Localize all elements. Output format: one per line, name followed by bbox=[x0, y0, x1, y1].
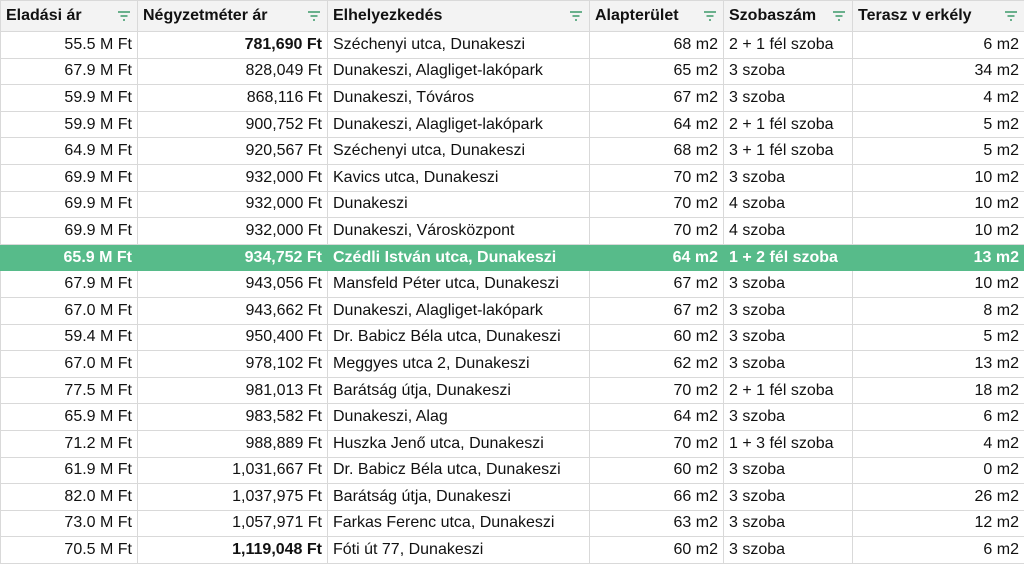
cell-area[interactable]: 64 m2 bbox=[590, 404, 724, 431]
cell-terrace[interactable]: 34 m2 bbox=[853, 58, 1024, 85]
cell-location[interactable]: Dr. Babicz Béla utca, Dunakeszi bbox=[328, 324, 590, 351]
cell-sqm-price[interactable]: 950,400 Ft bbox=[138, 324, 328, 351]
cell-price[interactable]: 59.9 M Ft bbox=[1, 111, 138, 138]
table-row[interactable] bbox=[1, 510, 1024, 537]
cell-sqm-price[interactable]: 983,582 Ft bbox=[138, 404, 328, 431]
cell-terrace[interactable]: 6 m2 bbox=[853, 404, 1024, 431]
cell-rooms[interactable]: 3 szoba bbox=[724, 457, 853, 484]
cell-sqm-price[interactable]: 920,567 Ft bbox=[138, 138, 328, 165]
cell-price[interactable]: 59.4 M Ft bbox=[1, 324, 138, 351]
cell-location[interactable]: Dunakeszi, Városközpont bbox=[328, 218, 590, 245]
cell-terrace[interactable]: 10 m2 bbox=[853, 218, 1024, 245]
table-row[interactable] bbox=[1, 271, 1024, 298]
cell-rooms[interactable]: 2 + 1 fél szoba bbox=[724, 111, 853, 138]
cell-location[interactable]: Farkas Ferenc utca, Dunakeszi bbox=[328, 510, 590, 537]
cell-rooms[interactable]: 3 szoba bbox=[724, 85, 853, 112]
cell-area[interactable]: 64 m2 bbox=[590, 244, 724, 271]
cell-location[interactable]: Mansfeld Péter utca, Dunakeszi bbox=[328, 271, 590, 298]
cell-price[interactable]: 77.5 M Ft bbox=[1, 377, 138, 404]
filter-icon[interactable] bbox=[117, 10, 131, 22]
filter-icon[interactable] bbox=[1004, 10, 1018, 22]
cell-rooms[interactable]: 3 szoba bbox=[724, 324, 853, 351]
cell-price[interactable]: 59.9 M Ft bbox=[1, 85, 138, 112]
cell-sqm-price[interactable]: 988,889 Ft bbox=[138, 430, 328, 457]
cell-rooms[interactable]: 2 + 1 fél szoba bbox=[724, 32, 853, 59]
cell-rooms[interactable]: 3 szoba bbox=[724, 510, 853, 537]
header-location-label: Elhelyezkedés bbox=[333, 7, 443, 24]
table-row[interactable] bbox=[1, 430, 1024, 457]
cell-sqm-price[interactable]: 1,057,971 Ft bbox=[138, 510, 328, 537]
header-terrace-label: Terasz v erkély bbox=[858, 7, 972, 24]
table-row[interactable] bbox=[1, 138, 1024, 165]
table-row[interactable] bbox=[1, 164, 1024, 191]
cell-sqm-price[interactable]: 932,000 Ft bbox=[138, 218, 328, 245]
cell-area[interactable]: 60 m2 bbox=[590, 457, 724, 484]
cell-terrace[interactable]: 13 m2 bbox=[853, 351, 1024, 378]
cell-price[interactable]: 61.9 M Ft bbox=[1, 457, 138, 484]
cell-price[interactable]: 65.9 M Ft bbox=[1, 244, 138, 271]
cell-area[interactable]: 67 m2 bbox=[590, 271, 724, 298]
cell-terrace[interactable]: 5 m2 bbox=[853, 138, 1024, 165]
cell-terrace[interactable]: 10 m2 bbox=[853, 191, 1024, 218]
cell-area[interactable]: 60 m2 bbox=[590, 324, 724, 351]
cell-location[interactable]: Dr. Babicz Béla utca, Dunakeszi bbox=[328, 457, 590, 484]
cell-area[interactable]: 70 m2 bbox=[590, 430, 724, 457]
cell-price[interactable]: 65.9 M Ft bbox=[1, 404, 138, 431]
table-row[interactable] bbox=[1, 537, 1024, 564]
cell-sqm-price[interactable]: 828,049 Ft bbox=[138, 58, 328, 85]
table-row[interactable] bbox=[1, 111, 1024, 138]
header-area[interactable] bbox=[590, 1, 724, 32]
cell-sqm-price[interactable]: 1,119,048 Ft bbox=[138, 537, 328, 564]
table-row[interactable] bbox=[1, 58, 1024, 85]
filter-icon[interactable] bbox=[569, 10, 583, 22]
cell-price[interactable]: 67.9 M Ft bbox=[1, 271, 138, 298]
cell-sqm-price[interactable]: 981,013 Ft bbox=[138, 377, 328, 404]
cell-terrace[interactable]: 8 m2 bbox=[853, 297, 1024, 324]
header-location[interactable] bbox=[328, 1, 590, 32]
header-price-label: Eladási ár bbox=[6, 7, 82, 24]
cell-location[interactable]: Huszka Jenő utca, Dunakeszi bbox=[328, 430, 590, 457]
cell-sqm-price[interactable]: 943,662 Ft bbox=[138, 297, 328, 324]
table-row[interactable] bbox=[1, 457, 1024, 484]
cell-location[interactable]: Széchenyi utca, Dunakeszi bbox=[328, 32, 590, 59]
cell-location[interactable]: Meggyes utca 2, Dunakeszi bbox=[328, 351, 590, 378]
header-sqm-price-label: Négyzetméter ár bbox=[143, 7, 268, 24]
cell-location[interactable]: Dunakeszi, Alagliget-lakópark bbox=[328, 297, 590, 324]
cell-price[interactable]: 67.9 M Ft bbox=[1, 58, 138, 85]
cell-location[interactable]: Fóti út 77, Dunakeszi bbox=[328, 537, 590, 564]
cell-rooms[interactable]: 3 szoba bbox=[724, 58, 853, 85]
filter-icon[interactable] bbox=[832, 10, 846, 22]
table-row[interactable] bbox=[1, 324, 1024, 351]
cell-location[interactable]: Dunakeszi, Tóváros bbox=[328, 85, 590, 112]
cell-terrace[interactable]: 18 m2 bbox=[853, 377, 1024, 404]
cell-rooms[interactable]: 4 szoba bbox=[724, 191, 853, 218]
table-row[interactable] bbox=[1, 218, 1024, 245]
cell-terrace[interactable]: 6 m2 bbox=[853, 537, 1024, 564]
cell-sqm-price[interactable]: 1,037,975 Ft bbox=[138, 484, 328, 511]
header-rooms[interactable] bbox=[724, 1, 853, 32]
cell-area[interactable]: 63 m2 bbox=[590, 510, 724, 537]
cell-area[interactable]: 60 m2 bbox=[590, 537, 724, 564]
cell-area[interactable]: 70 m2 bbox=[590, 377, 724, 404]
cell-price[interactable]: 67.0 M Ft bbox=[1, 351, 138, 378]
cell-price[interactable]: 55.5 M Ft bbox=[1, 32, 138, 59]
cell-location[interactable]: Dunakeszi, Alagliget-lakópark bbox=[328, 58, 590, 85]
cell-area[interactable]: 68 m2 bbox=[590, 138, 724, 165]
cell-area[interactable]: 70 m2 bbox=[590, 218, 724, 245]
cell-rooms[interactable]: 3 szoba bbox=[724, 164, 853, 191]
table-row[interactable] bbox=[1, 351, 1024, 378]
cell-sqm-price[interactable]: 781,690 Ft bbox=[138, 32, 328, 59]
cell-sqm-price[interactable]: 978,102 Ft bbox=[138, 351, 328, 378]
cell-price[interactable]: 69.9 M Ft bbox=[1, 164, 138, 191]
cell-terrace[interactable]: 13 m2 bbox=[853, 244, 1024, 271]
cell-rooms[interactable]: 3 szoba bbox=[724, 271, 853, 298]
cell-area[interactable]: 62 m2 bbox=[590, 351, 724, 378]
cell-rooms[interactable]: 3 szoba bbox=[724, 404, 853, 431]
cell-location[interactable]: Dunakeszi, Alag bbox=[328, 404, 590, 431]
cell-terrace[interactable]: 6 m2 bbox=[853, 32, 1024, 59]
cell-rooms[interactable]: 1 + 3 fél szoba bbox=[724, 430, 853, 457]
cell-rooms[interactable]: 3 + 1 fél szoba bbox=[724, 138, 853, 165]
cell-rooms[interactable]: 3 szoba bbox=[724, 351, 853, 378]
cell-rooms[interactable]: 3 szoba bbox=[724, 297, 853, 324]
cell-price[interactable]: 71.2 M Ft bbox=[1, 430, 138, 457]
cell-location[interactable]: Dunakeszi bbox=[328, 191, 590, 218]
table-row[interactable] bbox=[1, 191, 1024, 218]
cell-sqm-price[interactable]: 934,752 Ft bbox=[138, 244, 328, 271]
table-row[interactable] bbox=[1, 484, 1024, 511]
cell-price[interactable]: 73.0 M Ft bbox=[1, 510, 138, 537]
cell-rooms[interactable]: 1 + 2 fél szoba bbox=[724, 244, 853, 271]
table-row[interactable] bbox=[1, 377, 1024, 404]
header-price[interactable] bbox=[1, 1, 138, 32]
cell-rooms[interactable]: 4 szoba bbox=[724, 218, 853, 245]
cell-price[interactable]: 67.0 M Ft bbox=[1, 297, 138, 324]
cell-terrace[interactable]: 0 m2 bbox=[853, 457, 1024, 484]
cell-price[interactable]: 82.0 M Ft bbox=[1, 484, 138, 511]
cell-terrace[interactable]: 10 m2 bbox=[853, 271, 1024, 298]
cell-area[interactable]: 64 m2 bbox=[590, 111, 724, 138]
cell-area[interactable]: 70 m2 bbox=[590, 164, 724, 191]
table-row[interactable] bbox=[1, 244, 1024, 271]
cell-location[interactable]: Barátság útja, Dunakeszi bbox=[328, 377, 590, 404]
filter-icon[interactable] bbox=[703, 10, 717, 22]
cell-terrace[interactable]: 4 m2 bbox=[853, 85, 1024, 112]
header-area-label: Alapterület bbox=[595, 7, 679, 24]
cell-area[interactable]: 68 m2 bbox=[590, 32, 724, 59]
cell-terrace[interactable]: 5 m2 bbox=[853, 324, 1024, 351]
header-rooms-label: Szobaszám bbox=[729, 7, 817, 24]
cell-terrace[interactable]: 12 m2 bbox=[853, 510, 1024, 537]
cell-sqm-price[interactable]: 900,752 Ft bbox=[138, 111, 328, 138]
cell-location[interactable]: Kavics utca, Dunakeszi bbox=[328, 164, 590, 191]
cell-rooms[interactable]: 3 szoba bbox=[724, 484, 853, 511]
cell-terrace[interactable]: 5 m2 bbox=[853, 111, 1024, 138]
cell-area[interactable]: 70 m2 bbox=[590, 191, 724, 218]
cell-location[interactable]: Széchenyi utca, Dunakeszi bbox=[328, 138, 590, 165]
cell-price[interactable]: 64.9 M Ft bbox=[1, 138, 138, 165]
cell-sqm-price[interactable]: 1,031,667 Ft bbox=[138, 457, 328, 484]
cell-terrace[interactable]: 26 m2 bbox=[853, 484, 1024, 511]
cell-area[interactable]: 67 m2 bbox=[590, 85, 724, 112]
header-row bbox=[1, 1, 1024, 32]
table-row[interactable] bbox=[1, 85, 1024, 112]
cell-area[interactable]: 67 m2 bbox=[590, 297, 724, 324]
cell-terrace[interactable]: 4 m2 bbox=[853, 430, 1024, 457]
header-sqm-price[interactable] bbox=[138, 1, 328, 32]
table-row[interactable] bbox=[1, 297, 1024, 324]
cell-price[interactable]: 69.9 M Ft bbox=[1, 191, 138, 218]
header-terrace[interactable] bbox=[853, 1, 1024, 32]
cell-sqm-price[interactable]: 932,000 Ft bbox=[138, 164, 328, 191]
cell-terrace[interactable]: 10 m2 bbox=[853, 164, 1024, 191]
cell-sqm-price[interactable]: 868,116 Ft bbox=[138, 85, 328, 112]
cell-location[interactable]: Czédli István utca, Dunakeszi bbox=[328, 244, 590, 271]
cell-price[interactable]: 69.9 M Ft bbox=[1, 218, 138, 245]
table-row[interactable] bbox=[1, 32, 1024, 59]
cell-location[interactable]: Dunakeszi, Alagliget-lakópark bbox=[328, 111, 590, 138]
cell-sqm-price[interactable]: 943,056 Ft bbox=[138, 271, 328, 298]
cell-rooms[interactable]: 3 szoba bbox=[724, 537, 853, 564]
filter-icon[interactable] bbox=[307, 10, 321, 22]
table-row[interactable] bbox=[1, 404, 1024, 431]
cell-price[interactable]: 70.5 M Ft bbox=[1, 537, 138, 564]
cell-area[interactable]: 66 m2 bbox=[590, 484, 724, 511]
cell-sqm-price[interactable]: 932,000 Ft bbox=[138, 191, 328, 218]
cell-rooms[interactable]: 2 + 1 fél szoba bbox=[724, 377, 853, 404]
cell-area[interactable]: 65 m2 bbox=[590, 58, 724, 85]
cell-location[interactable]: Barátság útja, Dunakeszi bbox=[328, 484, 590, 511]
